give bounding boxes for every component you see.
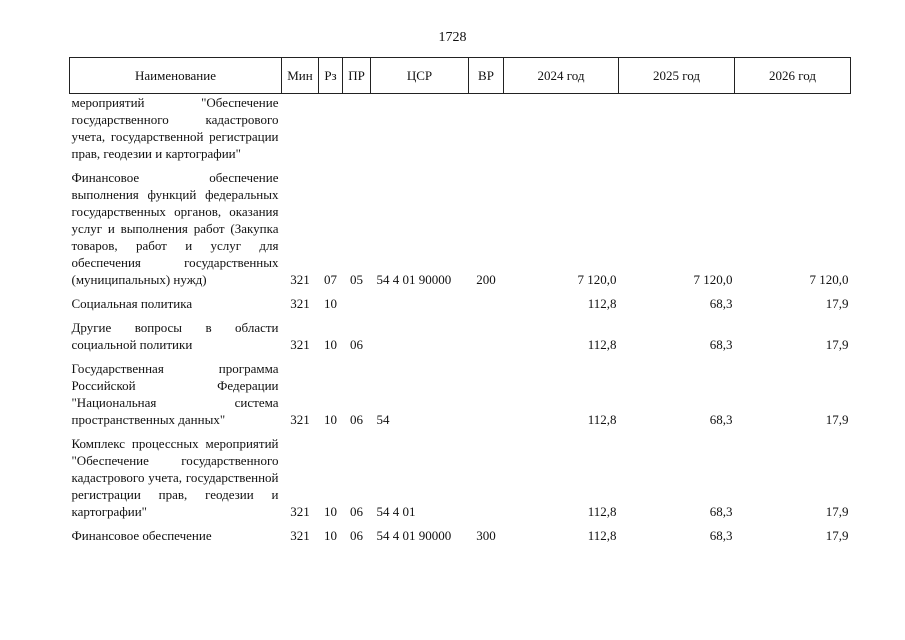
cell-csr — [371, 94, 469, 170]
cell-csr — [371, 295, 469, 319]
cell-rz — [319, 94, 343, 170]
header-row — [70, 58, 851, 94]
cell-vr: 300 — [476, 528, 496, 543]
cell-rz: 10 — [324, 337, 337, 352]
header-min: Мин — [282, 58, 319, 94]
cell-2024 — [504, 94, 619, 170]
cell-2025: 68,3 — [709, 528, 733, 543]
cell-pr: 06 — [350, 412, 363, 427]
table-row — [70, 319, 851, 360]
table-row — [70, 527, 851, 551]
header-2024: 2024 год — [504, 58, 619, 94]
cell-name: Комплекс процессных мероприятий "Обеспечение государственного кадастрового учета, государственной регистрации прав, геодезии и картографии" — [71, 436, 279, 519]
table-header — [70, 58, 851, 94]
cell-2024: 112,8 — [587, 412, 617, 427]
table-row — [70, 169, 851, 295]
cell-name: Другие вопросы в области социальной политики — [71, 320, 279, 352]
cell-csr: 54 4 01 — [376, 504, 416, 519]
cell-pr: 06 — [350, 337, 363, 352]
cell-2025: 68,3 — [709, 337, 733, 352]
cell-2024: 112,8 — [587, 528, 617, 543]
cell-rz: 10 — [324, 528, 337, 543]
page-number: 1728 — [438, 30, 467, 45]
cell-csr: 54 — [376, 412, 390, 427]
header-2026: 2026 год — [735, 58, 851, 94]
header-csr: ЦСР — [371, 58, 469, 94]
cell-2026 — [735, 94, 851, 170]
cell-name: Социальная политика — [71, 296, 193, 311]
cell-vr — [469, 94, 504, 170]
cell-2026: 17,9 — [825, 412, 849, 427]
header-rz: Рз — [319, 58, 343, 94]
table-row — [70, 295, 851, 319]
cell-2026: 17,9 — [825, 504, 849, 519]
cell-2024: 112,8 — [587, 504, 617, 519]
cell-min: 321 — [290, 528, 310, 543]
cell-vr — [469, 295, 504, 319]
cell-2025 — [619, 94, 735, 170]
header-name: Наименование — [70, 58, 282, 94]
cell-csr — [371, 319, 469, 360]
cell-2026: 17,9 — [825, 337, 849, 352]
cell-min: 321 — [290, 412, 310, 427]
header-pr: ПР — [343, 58, 371, 94]
table-row — [70, 435, 851, 527]
budget-table — [69, 57, 851, 551]
cell-min: 321 — [290, 337, 310, 352]
cell-rz: 10 — [324, 504, 337, 519]
cell-min: 321 — [290, 504, 310, 519]
cell-pr: 06 — [350, 504, 363, 519]
cell-rz: 10 — [324, 296, 337, 311]
cell-2024: 7 120,0 — [577, 272, 617, 287]
cell-vr — [469, 435, 504, 527]
table-row — [70, 94, 851, 170]
cell-2025: 68,3 — [709, 296, 733, 311]
cell-2025: 68,3 — [709, 504, 733, 519]
cell-min: 321 — [290, 272, 310, 287]
cell-2024: 112,8 — [587, 337, 617, 352]
cell-rz: 07 — [324, 272, 337, 287]
cell-pr — [343, 94, 371, 170]
cell-name: Финансовое обеспечение выполнения функций федеральных государственных органов, оказания услуг и выполнения работ (Закупка товаров, работ и услуг для обеспечения государственных (муниципальных) нужд) — [71, 170, 279, 287]
cell-2026: 17,9 — [825, 528, 849, 543]
cell-pr: 05 — [350, 272, 363, 287]
cell-rz: 10 — [324, 412, 337, 427]
cell-vr — [469, 319, 504, 360]
cell-2026: 7 120,0 — [809, 272, 849, 287]
cell-2024: 112,8 — [587, 296, 617, 311]
cell-name: Государственная программа Российской Федерации "Национальная система пространственных данных" — [71, 361, 279, 427]
cell-pr — [343, 295, 371, 319]
cell-2026: 17,9 — [825, 296, 849, 311]
cell-vr — [469, 360, 504, 435]
cell-2025: 68,3 — [709, 412, 733, 427]
table-body — [70, 94, 851, 552]
cell-vr: 200 — [476, 272, 496, 287]
cell-name: мероприятий "Обеспечение государственного кадастрового учета, государственной регистрации прав, геодезии и картографии" — [71, 95, 279, 161]
cell-csr: 54 4 01 90000 — [376, 272, 452, 287]
header-vr: ВР — [469, 58, 504, 94]
cell-2025: 7 120,0 — [693, 272, 733, 287]
cell-pr: 06 — [350, 528, 363, 543]
table-row — [70, 360, 851, 435]
cell-name: Финансовое обеспечение — [71, 528, 212, 543]
header-2025: 2025 год — [619, 58, 735, 94]
cell-csr: 54 4 01 90000 — [376, 528, 452, 543]
cell-min: 321 — [290, 296, 310, 311]
cell-min — [282, 94, 319, 170]
